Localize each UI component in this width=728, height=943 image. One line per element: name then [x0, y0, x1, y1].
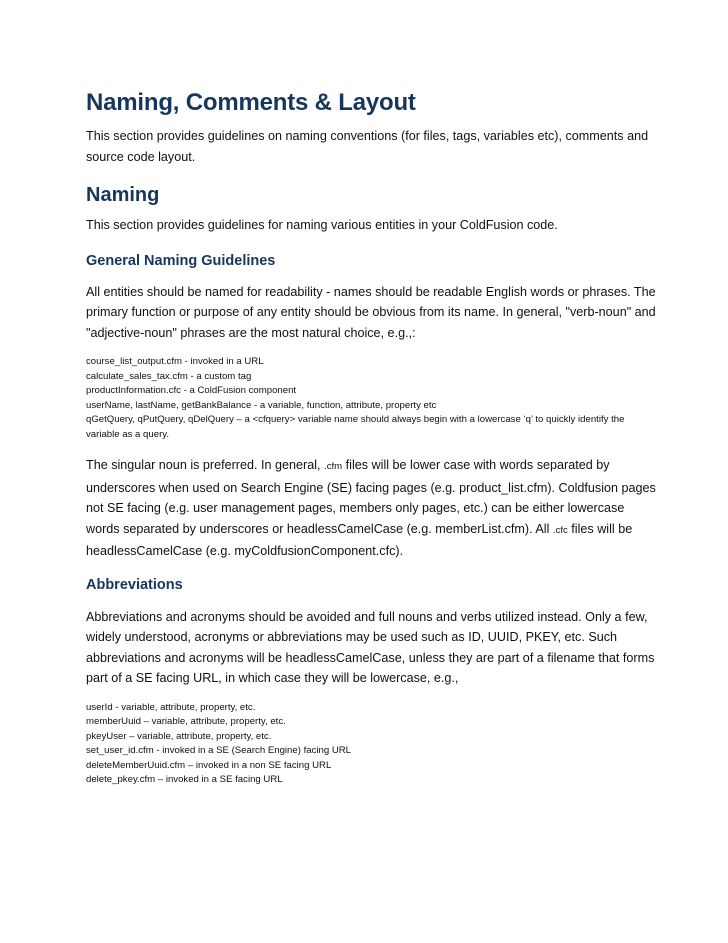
text-run: files will be lower case with words separated by underscores when used on Search Engine (SE) facing pages (e.g. product_list.cfm). Coldfusion pages not SE facing (e.g. user management pages, members only pages, etc.) can be either lowercase words separated by underscores or headlessCamelCase (e.g. memberList.cfm). All — [86, 458, 656, 536]
list-item: productInformation.cfc - a ColdFusion component — [86, 385, 297, 396]
list-item: qGetQuery, qPutQuery, qDelQuery – a <cfquery> variable name should always begin with a lowercase ‘q’ to quickly identify the variable as a query. — [86, 414, 625, 440]
cfc-extension-text: .cfc — [552, 524, 568, 536]
list-item: delete_pkey.cfm – invoked in a SE facing URL — [86, 774, 283, 785]
subheading-general-naming: General Naming Guidelines — [86, 252, 276, 269]
naming-intro-paragraph: This section provides guidelines for naming various entities in your ColdFusion code. — [86, 218, 558, 232]
list-item: userName, lastName, getBankBalance - a variable, function, attribute, property etc — [86, 399, 437, 411]
cfm-extension-text: .cfm — [324, 461, 343, 472]
singular-noun-paragraph — [86, 455, 658, 562]
abbreviations-paragraph: Abbreviations and acronyms should be avoided and full nouns and verbs utilized instead. Only a few, widely understood, acronyms or abbreviations may be used such as ID, UUID, PKEY, etc. Such abbreviations and acronyms will be headlessCamelCase, unless they are part of a filename that forms part of a SE facing URL, in which case they will be lowercase, e.g., — [86, 609, 655, 685]
text-run: files will be headlessCamelCase (e.g. myColdfusionComponent.cfc). — [86, 521, 633, 558]
list-item: calculate_sales_tax.cfm - a custom tag — [86, 370, 252, 382]
list-item: set_user_id.cfm - invoked in a SE (Search Engine) facing URL — [86, 745, 352, 756]
list-item: course_list_output.cfm - invoked in a URL — [86, 356, 264, 367]
list-item: userId - variable, attribute, property, etc. — [86, 701, 256, 713]
section-heading-naming: Naming — [86, 184, 160, 206]
list-item: pkeyUser – variable, attribute, property, etc. — [86, 730, 272, 742]
page-title: Naming, Comments & Layout — [86, 89, 416, 116]
text-run: The singular noun is preferred. In general, — [86, 458, 325, 472]
abbreviation-examples-list — [86, 701, 658, 788]
general-naming-paragraph: All entities should be named for readability - names should be readable English words or phrases. The primary function or purpose of any entity should be obvious from its name. In general, "verb-noun" and "adjective-noun" phrases are the most natural choice, e.g.,: — [86, 284, 656, 340]
list-item: memberUuid – variable, attribute, property, etc. — [86, 716, 286, 727]
naming-examples-list — [86, 355, 658, 442]
intro-paragraph: This section provides guidelines on naming conventions (for files, tags, variables etc), comments and source code layout. — [86, 129, 649, 164]
page-content — [86, 86, 658, 788]
list-item: deleteMemberUuid.cfm – invoked in a non SE facing URL — [86, 759, 332, 771]
subheading-abbreviations: Abbreviations — [86, 576, 183, 593]
